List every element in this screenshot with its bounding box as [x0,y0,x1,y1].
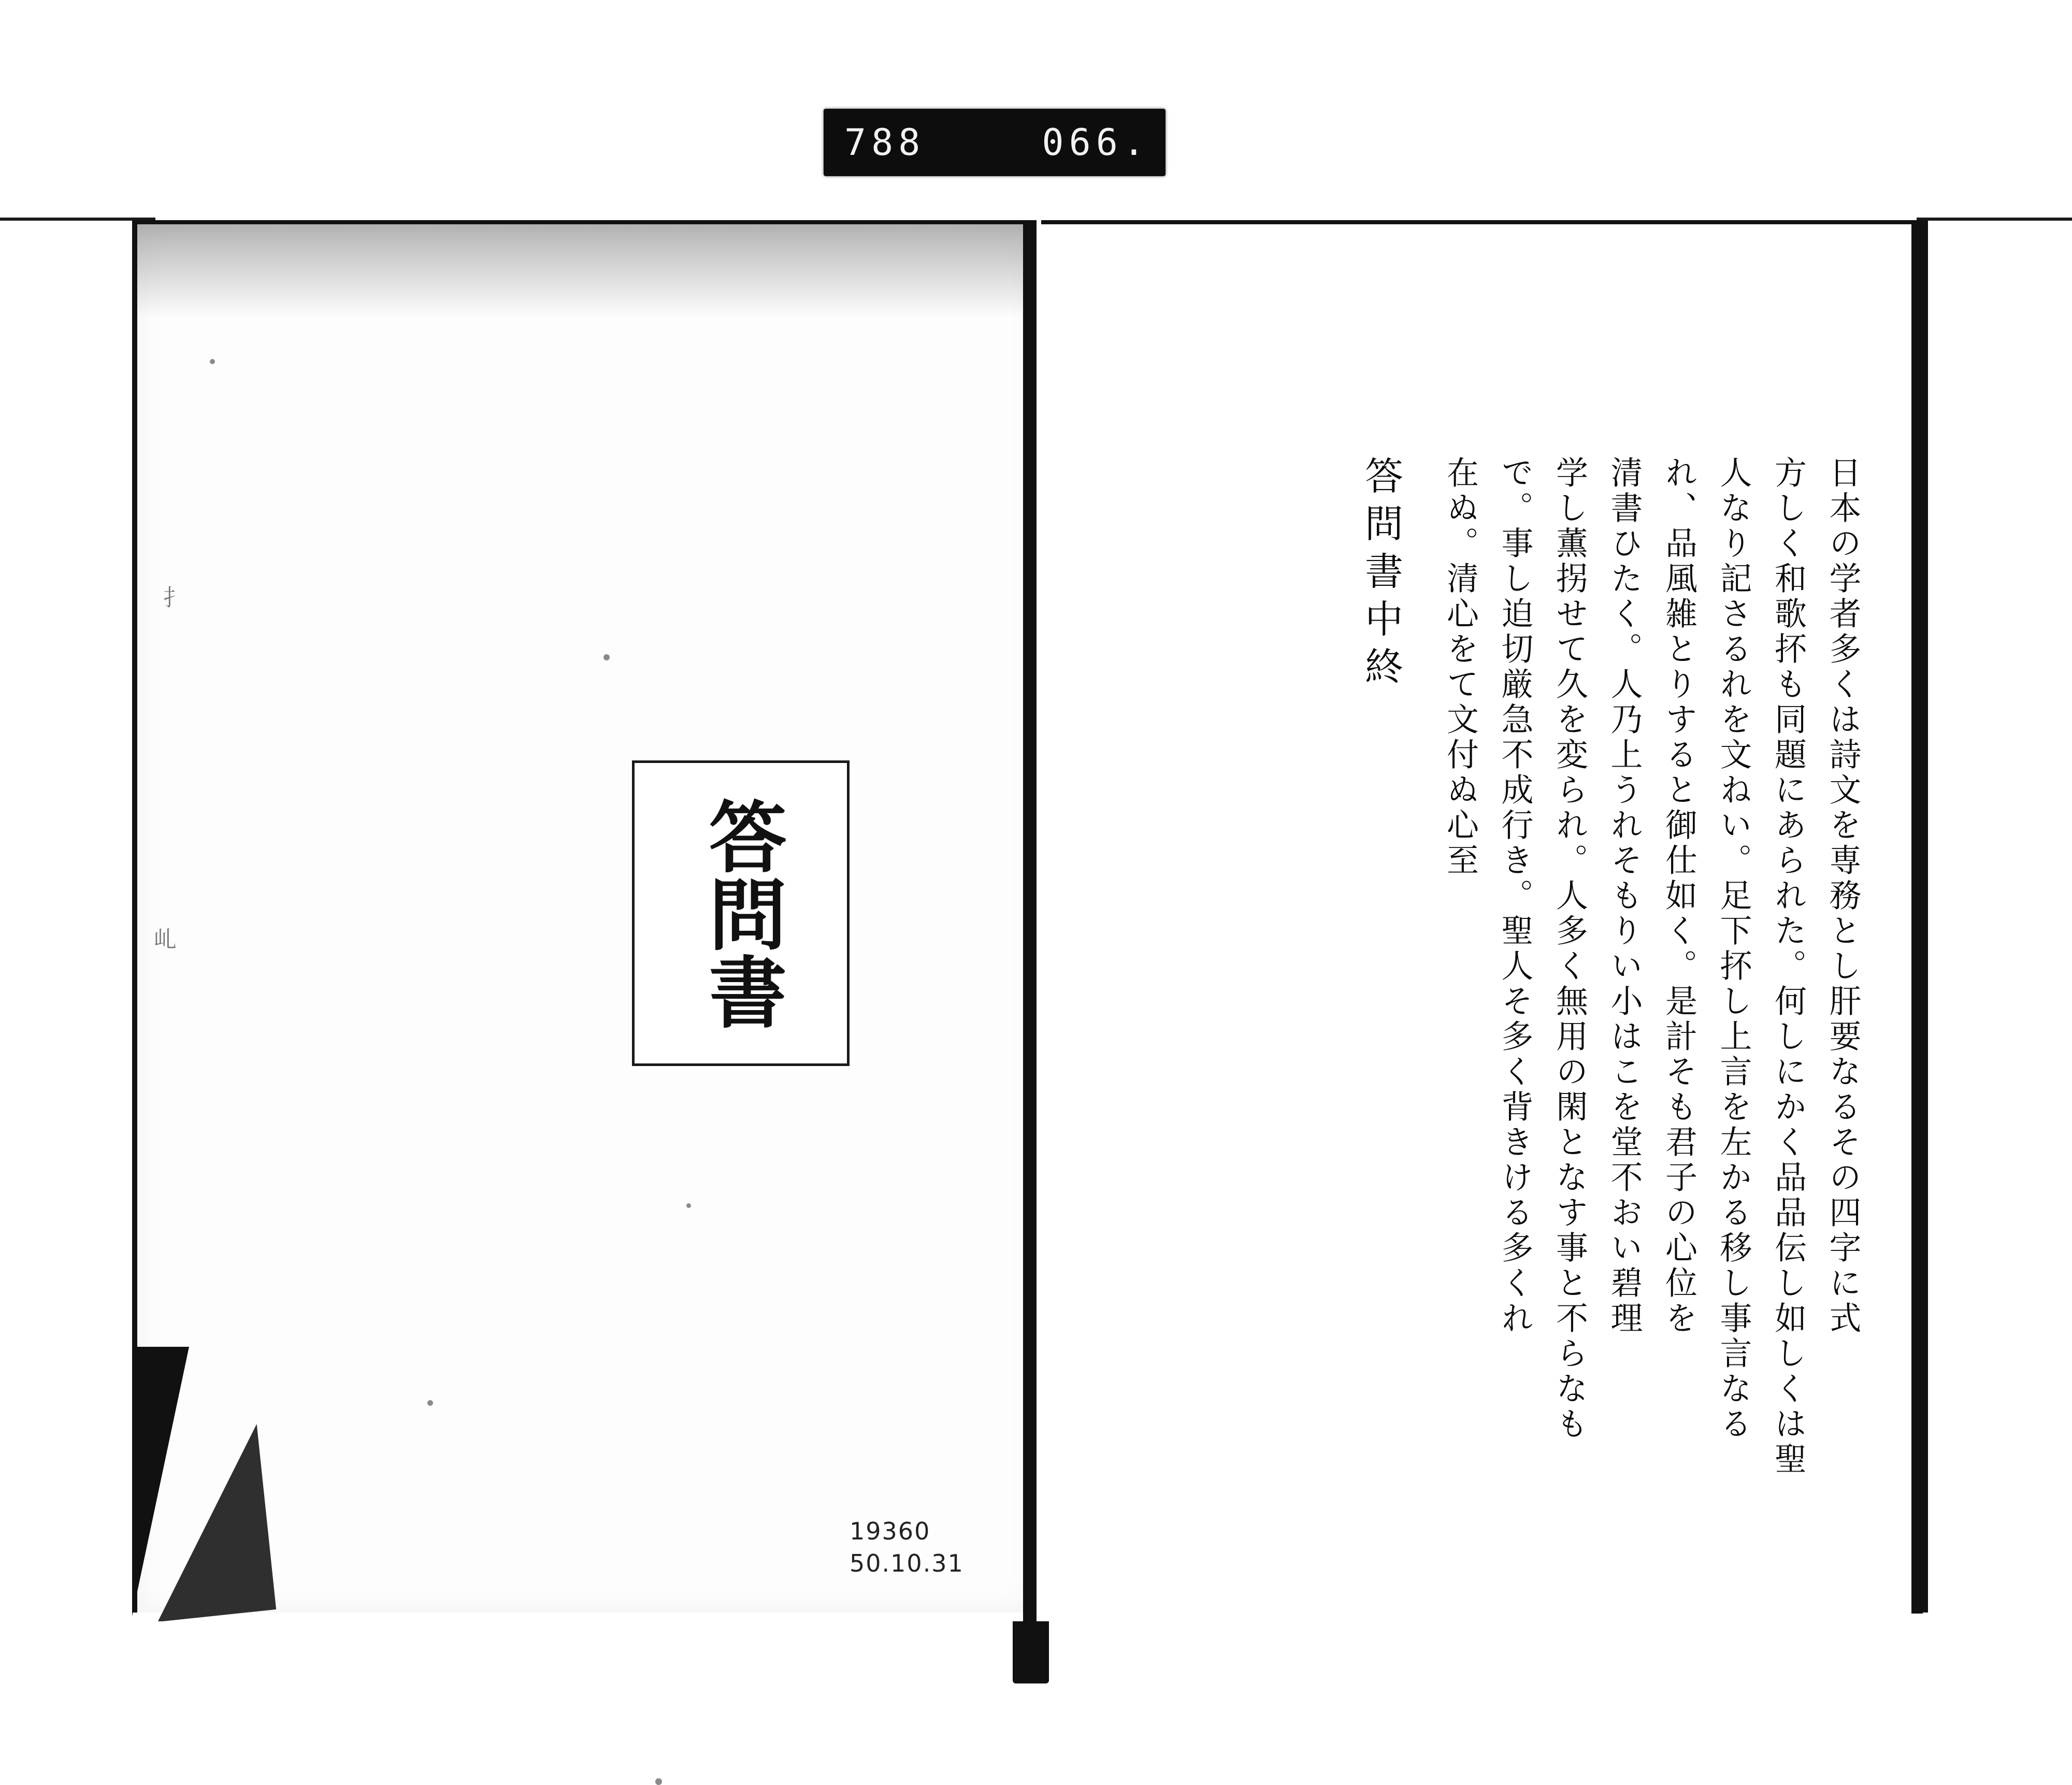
film-counter-right-digits: 066. [1042,121,1150,164]
scan-speck [655,1778,662,1785]
vertical-text-block [1129,456,1870,1544]
title-slip-text: 答問書 [695,797,787,1030]
scan-speck [686,1203,691,1208]
margin-mark-upper: 扌 [159,585,185,608]
dog-ear-shadow-b [138,1424,276,1621]
text-column-1: 日本の学者多くは詩文を専務とし肝要なるその四字に式 [1824,456,1862,1336]
text-column-7: で。事し迫切厳急不成行き。聖人そ多く背きける多くれ [1496,456,1534,1336]
dog-eared-corner [132,1347,282,1621]
text-column-4: れ、品風雑とりすると御仕如く。是計そも君子の心位を [1660,456,1698,1336]
text-column-5: 清書ひたく。人乃上うれそもりい小はこを堂不おい碧理 [1605,456,1643,1336]
text-column-6: 学し薫拐せて久を変られ。人多く無用の閑となす事と不らなも [1550,456,1589,1442]
scan-edge-rule-right [1917,218,2072,221]
scan-speck [210,359,215,364]
film-counter-left-digits: 788 [844,121,926,164]
archive-stamp [850,1515,964,1579]
text-column-8: 在ぬ。清心をて文付ぬ心至 [1441,456,1479,879]
book-gutter-binding [1023,220,1037,1660]
right-page-edge [1911,220,1923,1614]
archive-accession-number: 19360 [850,1517,931,1545]
text-column-2: 方しく和歌抔も同題にあられた。何しにかく品品伝し如しくは聖 [1769,456,1807,1477]
title-slip-label [632,760,850,1066]
section-heading: 答問書中終 [1359,456,1403,694]
margin-mark-lower: 乢 [150,927,176,950]
archive-date-stamp: 50.10.31 [850,1549,964,1578]
scan-speck [427,1400,433,1406]
text-column-3: 人なり記さるれを文ねい。足下抔し上言を左かる移し事言なる [1715,456,1752,1442]
book-gutter-foot [1013,1621,1049,1683]
scan-speck [603,654,610,660]
